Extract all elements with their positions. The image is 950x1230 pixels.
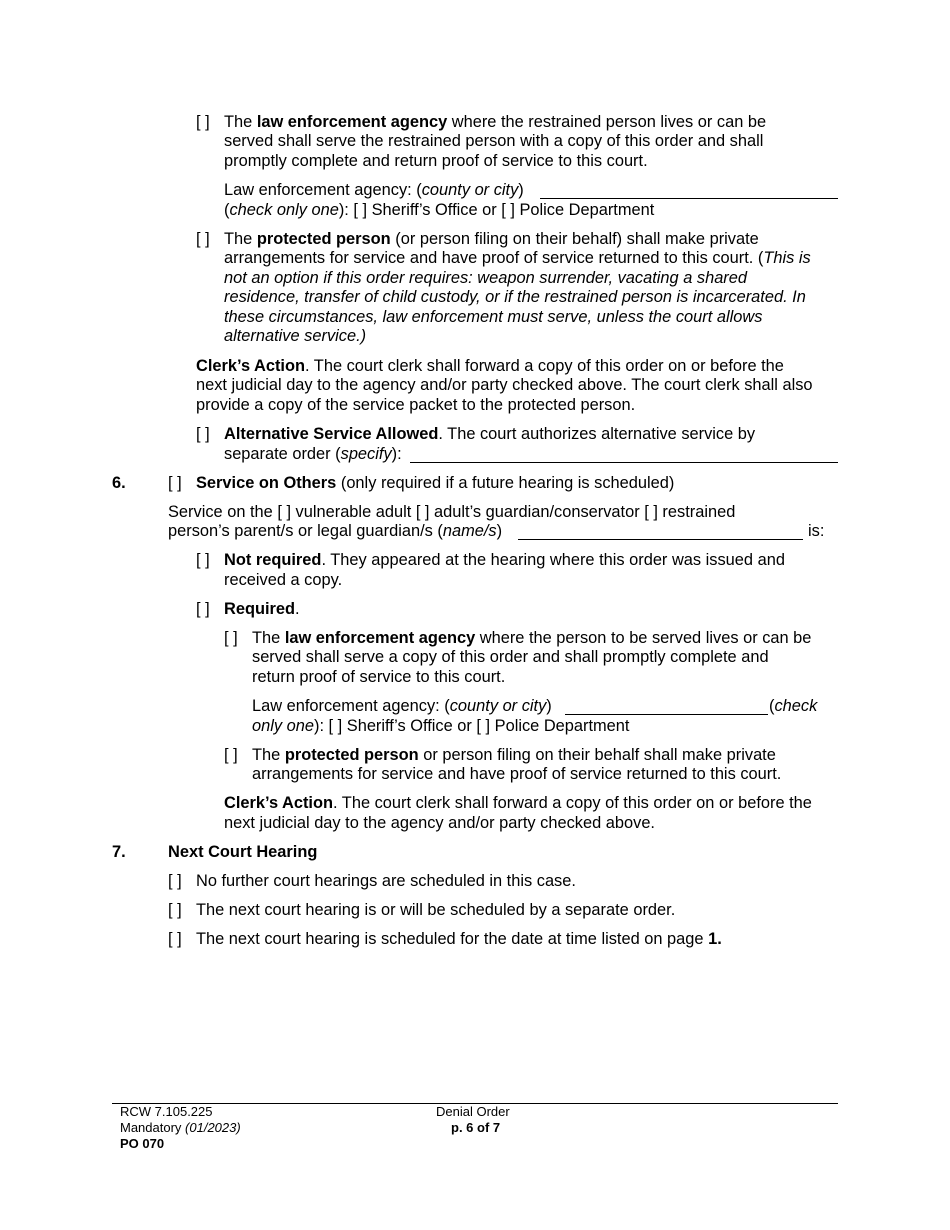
protected-person-line-4: residence, transfer of child custody, or if the restrained person is incarcerated. In bbox=[224, 288, 806, 306]
alt-service-line-1: Alternative Service Allowed. The court authorizes alternative service by bbox=[224, 425, 756, 443]
footer-mandatory: Mandatory (01/2023) bbox=[120, 1120, 241, 1135]
footer-form-number: PO 070 bbox=[120, 1136, 165, 1151]
s6-le-line-1: The law enforcement agency where the person to be served lives or can be bbox=[252, 629, 812, 647]
s6-pp-line-1: The protected person or person filing on their behalf shall make private bbox=[252, 746, 776, 764]
service-on-is: is: bbox=[808, 522, 825, 540]
protected-person-checkbox[interactable]: [ ] bbox=[196, 230, 210, 248]
hearing-option-3-text: The next court hearing is scheduled for the date at time listed on page 1. bbox=[196, 930, 722, 948]
not-required-line-1: Not required. They appeared at the hearing where this order was issued and bbox=[224, 551, 785, 569]
hearing-option-3-checkbox[interactable]: [ ] bbox=[168, 930, 182, 948]
alt-service-checkbox[interactable]: [ ] bbox=[196, 425, 210, 443]
s6-le-type-row: only one): [ ] Sheriff’s Office or [ ] Police Department bbox=[252, 717, 630, 735]
le-agency-type-row: (check only one): [ ] Sheriff’s Office or [ ] Police Department bbox=[224, 201, 655, 219]
required-checkbox[interactable]: [ ] bbox=[196, 600, 210, 618]
hearing-option-1-checkbox[interactable]: [ ] bbox=[168, 872, 182, 890]
le-agency-checkbox[interactable]: [ ] bbox=[196, 113, 210, 131]
hearing-option-2-checkbox[interactable]: [ ] bbox=[168, 901, 182, 919]
le-agency-name-row: Law enforcement agency: (county or city) bbox=[224, 181, 524, 199]
alt-service-specify-field[interactable] bbox=[410, 445, 838, 463]
protected-person-line-1: The protected person (or person filing on their behalf) shall make private bbox=[224, 230, 759, 248]
guardian-names-field[interactable] bbox=[518, 522, 803, 540]
s6-le-agency-field[interactable] bbox=[565, 697, 768, 715]
protected-person-line-2: arrangements for service and have proof of service returned to this court. (This is bbox=[224, 249, 811, 267]
s6-le-checkbox[interactable]: [ ] bbox=[224, 629, 238, 647]
section-7-heading: Next Court Hearing bbox=[168, 843, 318, 861]
hearing-option-2-text: The next court hearing is or will be scheduled by a separate order. bbox=[196, 901, 676, 919]
s6-pp-line-2: arrangements for service and have proof of service returned to this court. bbox=[252, 765, 782, 783]
alt-service-line-2: separate order (specify): bbox=[224, 445, 402, 463]
footer-page-number: p. 6 of 7 bbox=[451, 1120, 501, 1135]
section-6-number: 6. bbox=[112, 474, 126, 492]
protected-person-line-3: not an option if this order requires: weapon surrender, vacating a shared bbox=[224, 269, 747, 287]
footer-rcw: RCW 7.105.225 bbox=[120, 1104, 213, 1119]
le-agency-line-2: served shall serve the restrained person with a copy of this order and shall bbox=[224, 132, 764, 150]
le-agency-line-3: promptly complete and return proof of service to this court. bbox=[224, 152, 648, 170]
protected-person-line-5: these circumstances, law enforcement must serve, unless the court allows bbox=[224, 308, 763, 326]
section-7-number: 7. bbox=[112, 843, 126, 861]
hearing-option-1-text: No further court hearings are scheduled in this case. bbox=[196, 872, 576, 890]
le-agency-name-field[interactable] bbox=[540, 181, 838, 199]
s6-le-agency-row: Law enforcement agency: (county or city) bbox=[252, 697, 552, 715]
s6-pp-checkbox[interactable]: [ ] bbox=[224, 746, 238, 764]
section-6-heading: Service on Others (only required if a future hearing is scheduled) bbox=[196, 474, 675, 492]
clerk-action-line-3: provide a copy of the service packet to the protected person. bbox=[196, 396, 636, 414]
footer-title: Denial Order bbox=[436, 1104, 510, 1119]
service-on-line-2: person’s parent/s or legal guardian/s (name/s) bbox=[168, 522, 503, 540]
clerk-action-line-2: next judicial day to the agency and/or party checked above. The court clerk shall also bbox=[196, 376, 813, 394]
required-label: Required. bbox=[224, 600, 300, 618]
le-agency-line-1: The law enforcement agency where the restrained person lives or can be bbox=[224, 113, 767, 131]
s6-le-line-3: return proof of service to this court. bbox=[252, 668, 506, 686]
clerk-action-line-1: Clerk’s Action. The court clerk shall forward a copy of this order on or before the bbox=[196, 357, 784, 375]
service-on-line-1[interactable]: Service on the [ ] vulnerable adult [ ] adult’s guardian/conservator [ ] restrained bbox=[168, 503, 736, 521]
s6-le-check-open: (check bbox=[769, 697, 818, 715]
not-required-checkbox[interactable]: [ ] bbox=[196, 551, 210, 569]
not-required-line-2: received a copy. bbox=[224, 571, 343, 589]
protected-person-line-6: alternative service.) bbox=[224, 327, 367, 345]
s6-clerk-line-2: next judicial day to the agency and/or party checked above. bbox=[224, 814, 655, 832]
s6-le-line-2: served shall serve a copy of this order and shall promptly complete and bbox=[252, 648, 769, 666]
service-on-others-checkbox[interactable]: [ ] bbox=[168, 474, 182, 492]
s6-clerk-line-1: Clerk’s Action. The court clerk shall forward a copy of this order on or before the bbox=[224, 794, 812, 812]
